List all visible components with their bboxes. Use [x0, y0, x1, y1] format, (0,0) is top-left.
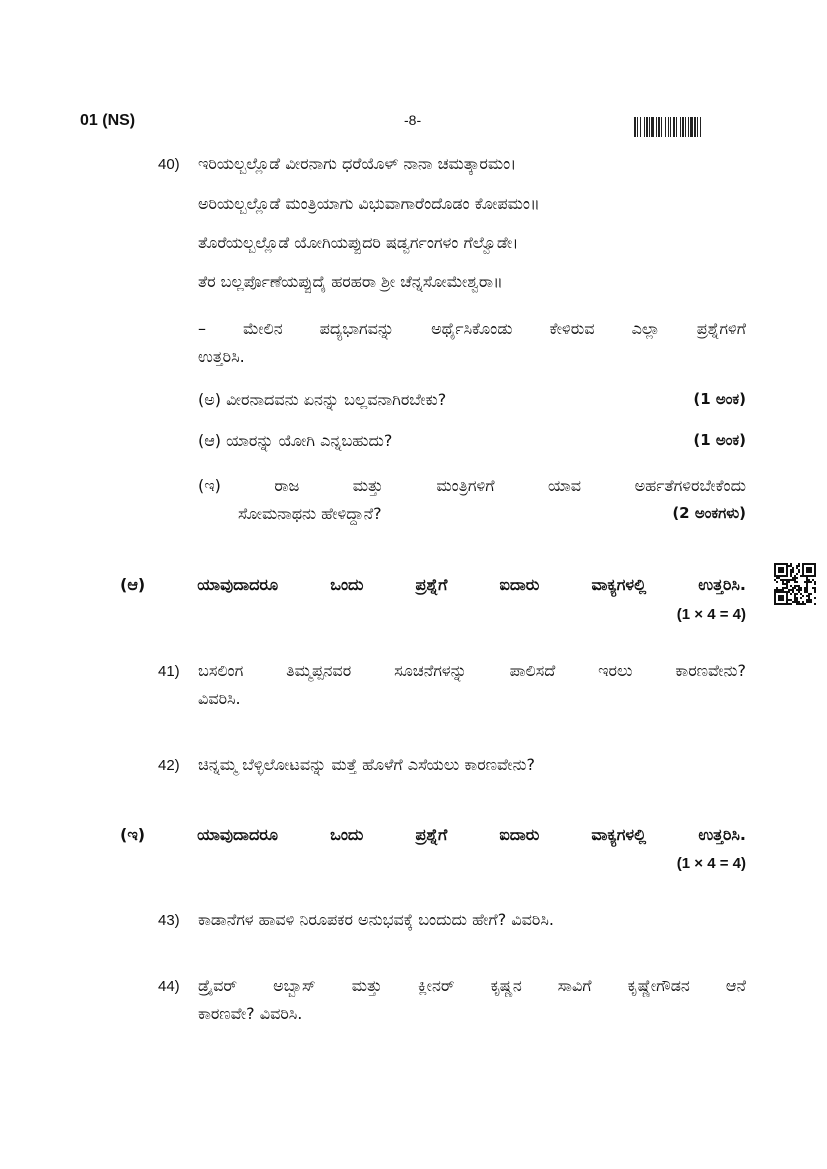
question-44-text: ಡ್ರೈವರ್ ಅಬ್ಬಾಸ್ ಮತ್ತು ಕ್ಲೀನರ್ ಕೃಷ್ಣನ ಸಾವಿಗೆ ಕೃಷ್ಣೇಗೌಡನ ಆನೆ — [198, 976, 746, 995]
question-42-text: ಚಿನ್ನಮ್ಮ ಬೆಳ್ಳಿಲೋಟವನ್ನು ಮತ್ತೆ ಹೊಳೆಗೆ ಎಸೆಯಲು ಕಾರಣವೇನು? — [198, 755, 536, 774]
barcode-icon — [634, 117, 744, 137]
section-i-heading: (ಇ) ಯಾವುದಾದರೂ ಒಂದು ಪ್ರಶ್ನೆಗೆ ಐದಾರು ವಾಕ್ಯಗಳಲ್ಲಿ ಉತ್ತರಿಸಿ. — [120, 825, 746, 844]
q40-instruction: – ಮೇಲಿನ ಪದ್ಯಭಾಗವನ್ನು ಅರ್ಥೈಸಿಕೊಂಡು ಕೇಳಿರುವ ಎಲ್ಲಾ ಪ್ರಶ್ನೆಗಳಿಗೆ — [198, 319, 746, 338]
q40-instruction-continued: ಉತ್ತರಿಸಿ. — [198, 347, 245, 366]
section-aa-heading: (ಆ) ಯಾವುದಾದರೂ ಒಂದು ಪ್ರಶ್ನೆಗೆ ಐದಾರು ವಾಕ್ಯಗಳಲ್ಲಿ ಉತ್ತರಿಸಿ. — [120, 575, 746, 594]
sub-question-aa: (ಆ) ಯಾರನ್ನು ಯೋಗಿ ಎನ್ನಬಹುದು? — [198, 431, 393, 450]
sub-question-i-continued: ಸೋಮನಾಥನು ಹೇಳಿದ್ದಾನೆ? — [238, 504, 382, 523]
question-41-text: ಬಸಲಿಂಗ ತಿಮ್ಮಪ್ಪನವರ ಸೂಚನೆಗಳನ್ನು ಪಾಲಿಸದೆ ಇರಲು ಕಾರಣವೇನು? — [198, 661, 746, 680]
poem-line-3: ತೊರೆಯಲ್ಬಲ್ಲೊಡೆ ಯೋಗಿಯಪ್ಪುದರಿ ಷಡ್ವರ್ಗಂಗಳಂ ಗೆಲ್ವೊಡೇ। — [198, 233, 519, 252]
question-number-40: 40) — [158, 156, 180, 173]
paper-code: 01 (NS) — [80, 112, 136, 129]
sub-question-i-marks: (2 ಅಂಕಗಳು) — [672, 504, 746, 522]
sub-question-aa-marks: (1 ಅಂಕ) — [693, 431, 746, 449]
sub-question-a-marks: (1 ಅಂಕ) — [693, 390, 746, 408]
page-number: -8- — [404, 112, 422, 128]
question-43-text: ಕಾಡಾನೆಗಳ ಹಾವಳಿ ನಿರೂಪಕರ ಅನುಭವಕ್ಕೆ ಬಂದುದು ಹೇಗೆ? ವಿವರಿಸಿ. — [198, 910, 554, 929]
section-i-marks: (1 × 4 = 4) — [676, 855, 746, 872]
poem-line-1: ಇರಿಯಲ್ಬಲ್ಲೊಡೆ ವೀರನಾಗು ಧರೆಯೊಳ್ ನಾನಾ ಚಮತ್ಕಾರಮಂ। — [198, 154, 517, 173]
poem-line-2: ಅರಿಯಲ್ಬಲ್ಲೊಡೆ ಮಂತ್ರಿಯಾಗು ವಿಭುವಾಗಾರೆಂದೊಡಂ ಕೋಪಮಂ॥ — [198, 194, 540, 213]
question-41-continued: ವಿವರಿಸಿ. — [198, 689, 241, 708]
qr-code-icon — [774, 563, 816, 605]
question-44-continued: ಕಾರಣವೇ? ವಿವರಿಸಿ. — [198, 1004, 303, 1023]
sub-question-i: (ಇ) ರಾಜ ಮತ್ತು ಮಂತ್ರಿಗಳಿಗೆ ಯಾವ ಅರ್ಹತೆಗಳಿರಬೇಕೆಂದು — [198, 476, 746, 495]
question-number-41: 41) — [158, 663, 180, 680]
question-number-44: 44) — [158, 978, 180, 995]
question-number-43: 43) — [158, 912, 180, 929]
question-number-42: 42) — [158, 757, 180, 774]
sub-question-a: (ಅ) ವೀರನಾದವನು ಏನನ್ನು ಬಲ್ಲವನಾಗಿರಬೇಕು? — [198, 390, 447, 409]
poem-line-4: ತೆರ ಬಲ್ಲರ್ಪೊಣೆಯಪ್ಪುದೈ ಹರಹರಾ ಶ್ರೀ ಚೆನ್ನಸೋಮೇಶ್ವರಾ॥ — [198, 272, 503, 291]
section-aa-marks: (1 × 4 = 4) — [676, 606, 746, 623]
